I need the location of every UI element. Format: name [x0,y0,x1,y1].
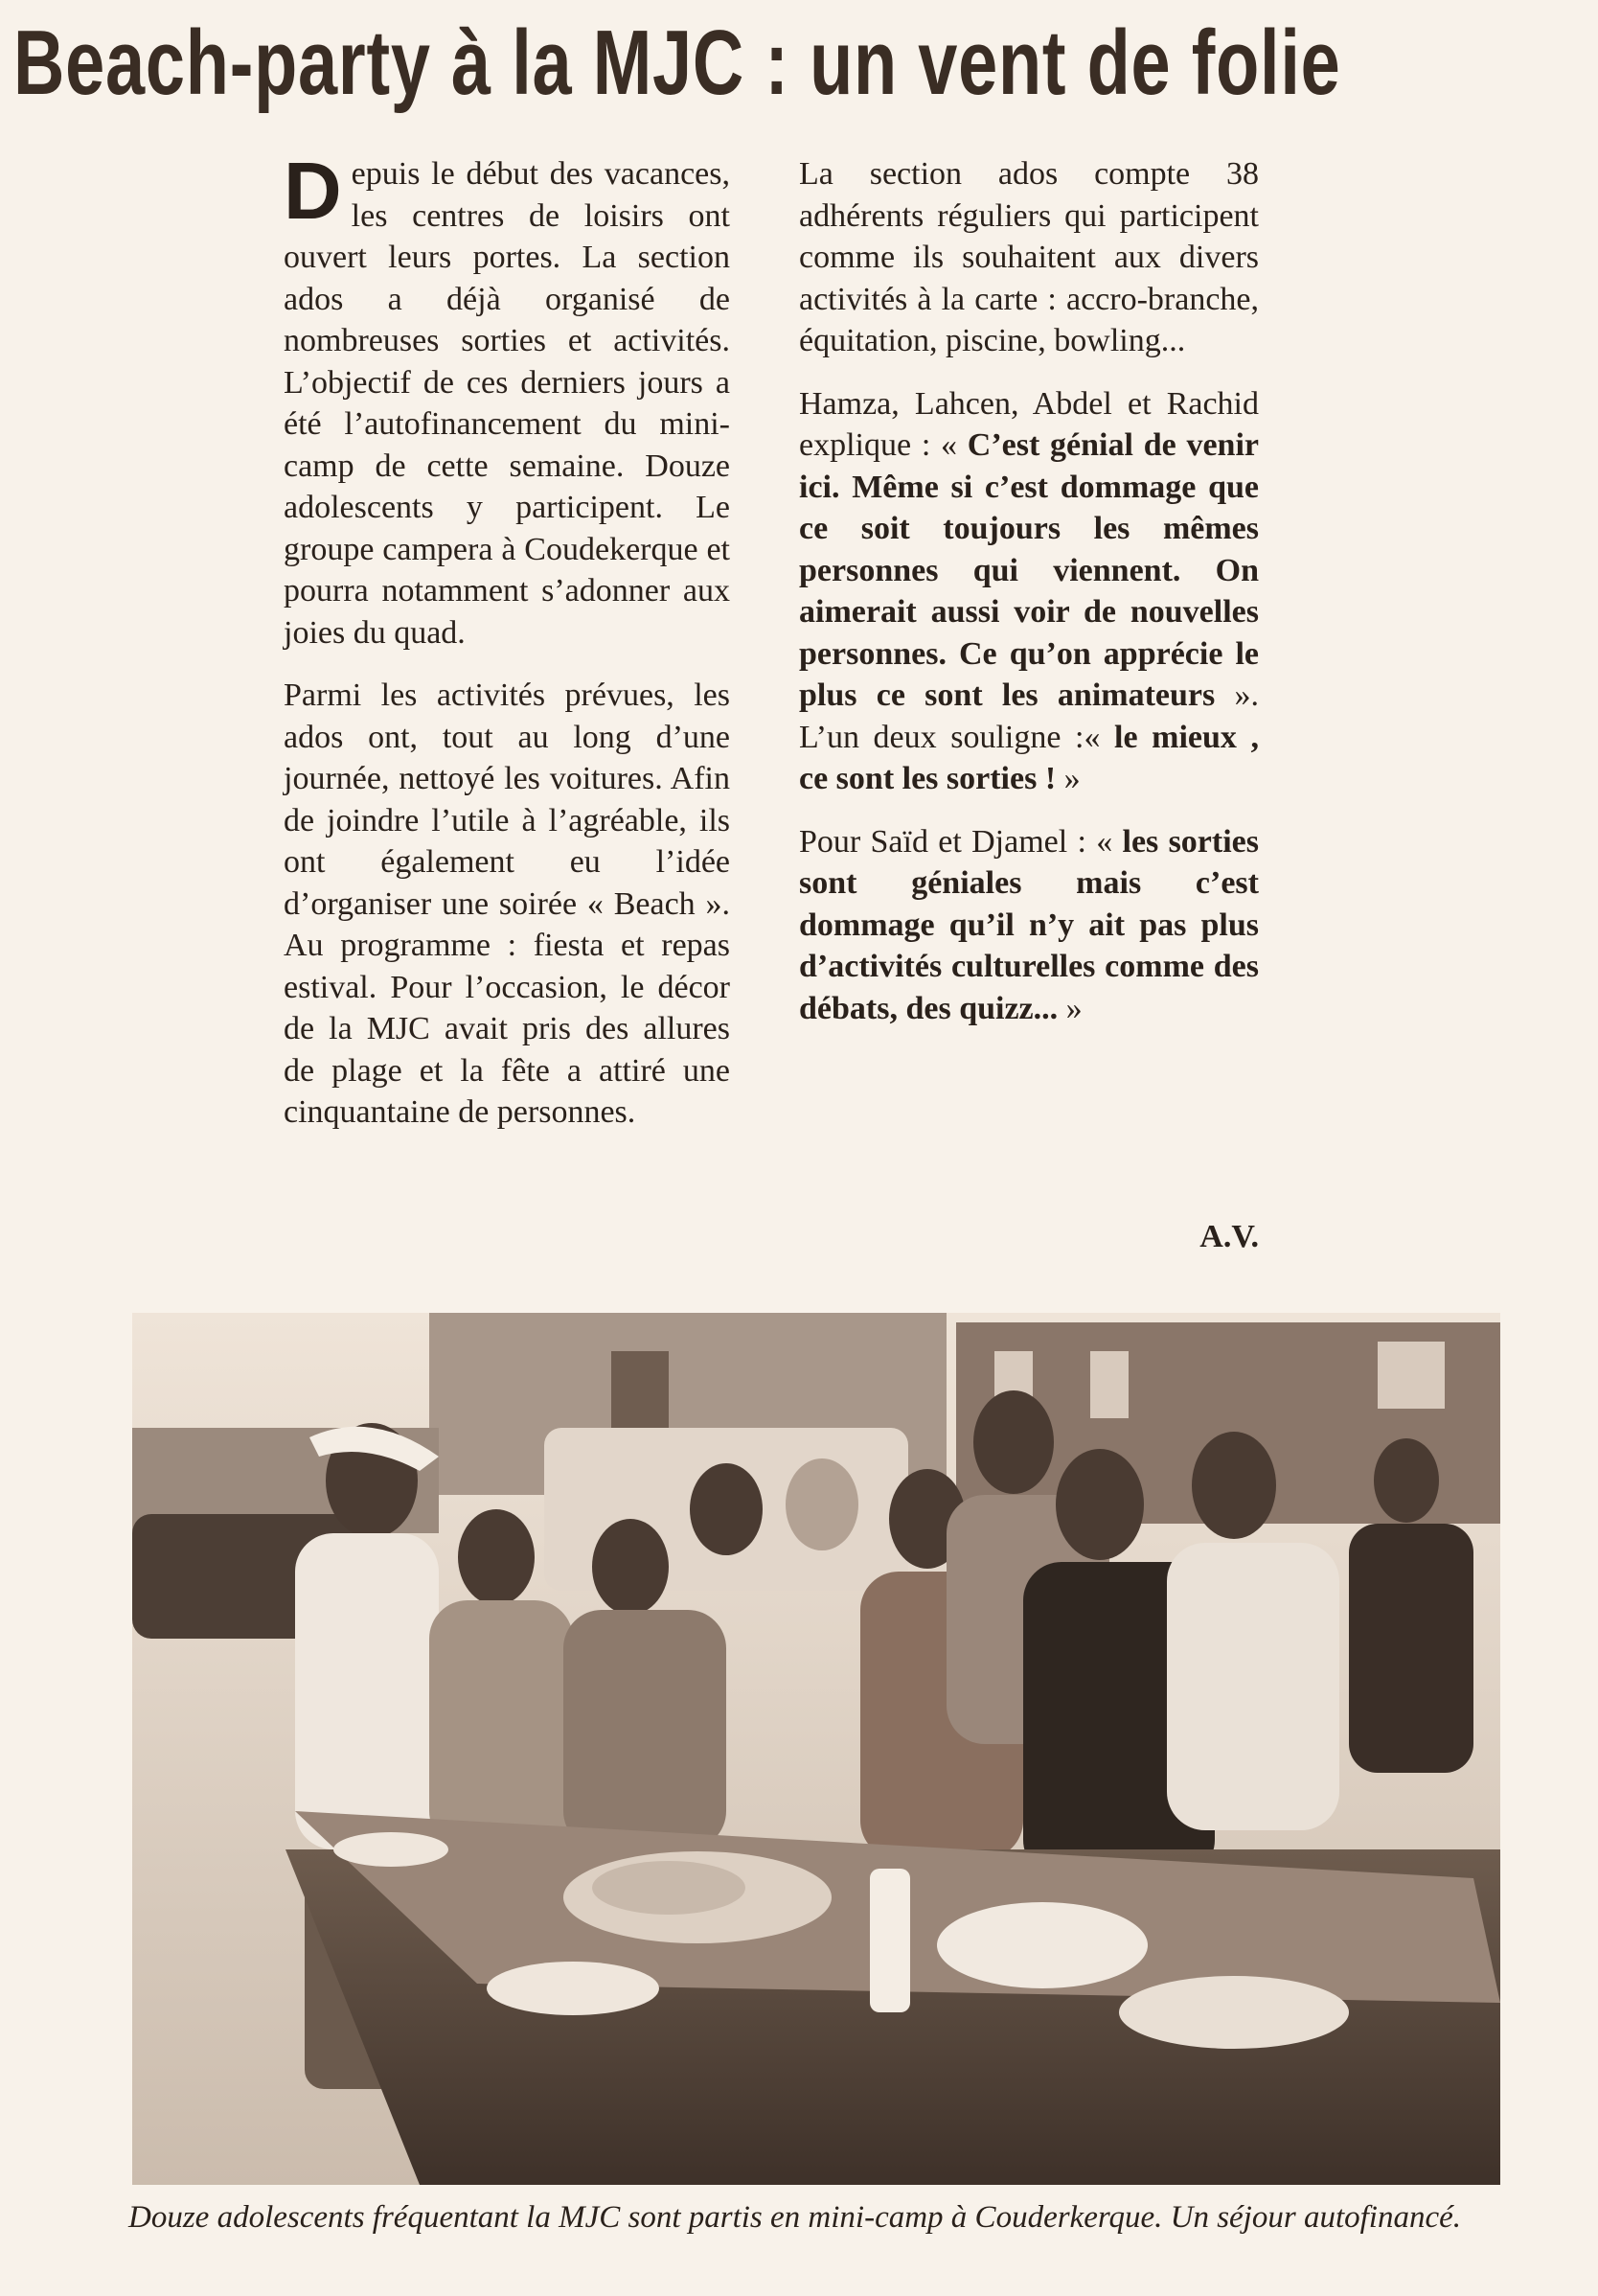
right-column [799,153,1259,1050]
left-paragraph-1-text: epuis le début des vacances, les centres de loisirs ont ouvert leurs portes. La section ados a déjà organisé de nombreuses sorties et activités. L’objectif de ces derniers jours a été l’autofinancement du mini-camp de cette semaine. Douze adolescents y participent. Le groupe campera à Coudekerque et pourra notamment s’adonner aux joies du quad. [284,156,730,651]
left-paragraph-1 [284,146,730,654]
quote-close: » [1056,761,1081,796]
quote-text-2: le mieux , ce sont les sorties ! [799,719,1259,796]
drop-cap: D [284,146,342,236]
quote-text: C’est génial de venir ici. Même si c’est dommage que ce soit toujours les mêmes personnes qui viennent. On aimerait aussi voir de nouvelles personnes. Ce qu’on apprécie le plus ce sont les animateurs [799,427,1259,713]
right-paragraph-1: La section ados compte 38 adhérents réguliers qui participent comme ils souhaitent aux divers activités à la carte : accro-branche, équitation, piscine, bowling... [799,156,1259,358]
article-photo [132,1313,1500,2185]
author-signature: A.V. [1199,1219,1259,1254]
left-column [284,146,730,1155]
right-paragraph-2 [799,383,1259,800]
quote-intro-2: Pour Saïd et Djamel : « [799,823,1123,860]
quote-text-3: les sorties sont géniales mais c’est dommage qu’il n’y ait pas plus d’activités culturelles comme des débats, des quizz... [799,823,1259,1026]
left-paragraph-2: Parmi les activités prévues, les ados ont, tout au long d’une journée, nettoyé les voitures. Afin de joindre l’utile à l’agréable, ils ont également eu l’idée d’organiser une soirée « Beach ». Au programme : fiesta et repas estival. Pour l’occasion, le décor de la MJC avait pris des allures de plage et la fête a attiré une cinquantaine de personnes. [284,677,730,1130]
right-paragraph-3 [799,821,1259,1030]
article-headline: Beach-party à la MJC : un vent de folie [13,11,1341,114]
photo-illustration [132,1313,1500,2185]
quote-close-2: » [1058,990,1083,1026]
quote-connector: ». L’un deux souligne :« [799,677,1260,755]
photo-caption: Douze adolescents fréquentant la MJC sont partis en mini-camp à Couderkerque. Un séjour autofinancé. [128,2200,1461,2235]
quote-intro: Hamza, Lahcen, Abdel et Rachid explique : « [799,385,1259,463]
